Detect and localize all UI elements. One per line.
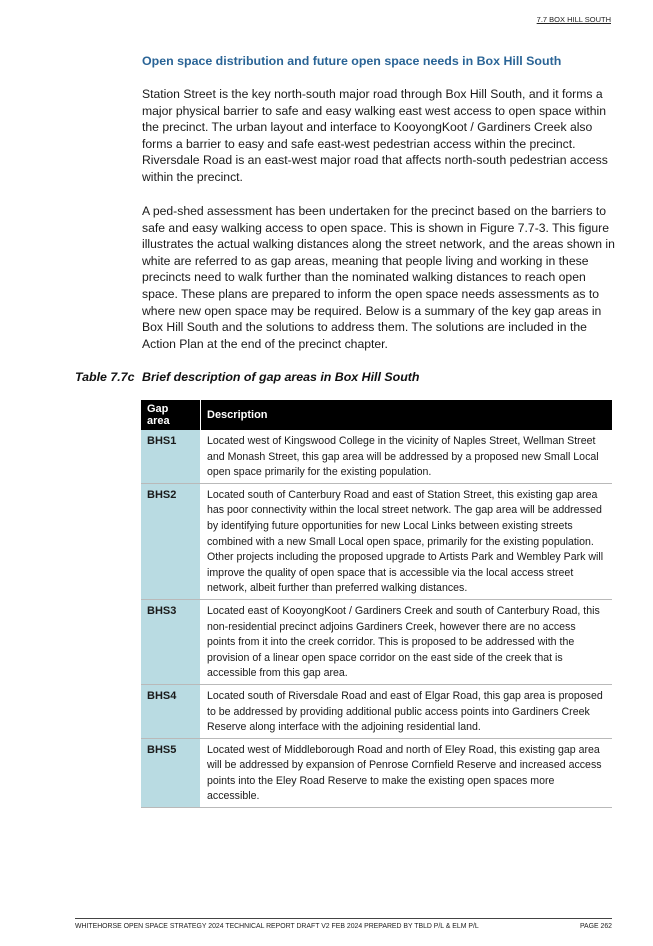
table-caption-number: Table 7.7c (75, 370, 135, 384)
table-caption-title: Brief description of gap areas in Box Hill South (142, 370, 420, 384)
description-cell: Located east of KooyongKoot / Gardiners Creek and south of Canterbury Road, this non-residential precinct adjoins Gardiners Creek, however there are no access points from it into the creek corridor. This is proposed to be addressed with the provision of a linear open space corridor on the east side of the creek that is accessible from this gap area. (201, 599, 613, 684)
running-head: 7.7 BOX HILL SOUTH (536, 15, 611, 24)
description-cell: Located south of Canterbury Road and east of Station Street, this existing gap area has poor connectivity within the local street network. The gap area will be addressed by identifying future opportunities for new Local Links between existing streets combined with a new Small Local open space, primarily for the existing population. Other projects including the proposed upgrade to Artists Park and Wembley Park will improve the quality of open space that is accessible via the local access street network, albeit further than preferred walking distances. (201, 483, 613, 599)
table-row (141, 483, 612, 599)
footer-divider (75, 918, 612, 919)
section-heading: Open space distribution and future open space needs in Box Hill South (142, 54, 562, 68)
body-paragraph-2: A ped-shed assessment has been undertaken for the precinct based on the barriers to safe and easy walking access to open space. This is shown in Figure 7.7-3. This figure illustrates the actual walking distances along the street network, and the areas shown in white are referred to as gap areas, meaning that people living and working in these precincts need to walk further than the nominated walking distances to reach open space. These plans are prepared to inform the open space needs assessments as to where new open space may be required. Below is a summary of the key gap areas in Box Hill South and the solutions to address them. The solutions are included in the Action Plan at the end of the precinct chapter. (142, 204, 615, 351)
gap-areas-table (141, 400, 612, 808)
gap-area-cell: BHS5 (141, 738, 201, 807)
description-cell: Located west of Middleborough Road and north of Eley Road, this existing gap area will be addressed by expansion of Penrose Cornfield Reserve and increased access points into the Eley Road Reserve to make the existing open spaces more accessible. (201, 738, 613, 807)
table-row (141, 684, 612, 738)
footer-text: WHITEHORSE OPEN SPACE STRATEGY 2024 TECHNICAL REPORT DRAFT V2 FEB 2024 PREPARED BY TBLD P/L & ELM P/L (75, 923, 479, 930)
table-header-row (141, 400, 612, 430)
gap-area-cell: BHS3 (141, 599, 201, 684)
gap-area-cell: BHS4 (141, 684, 201, 738)
table-row (141, 599, 612, 684)
gap-area-cell: BHS1 (141, 430, 201, 483)
body-paragraph-1: Station Street is the key north-south major road through Box Hill South, and it forms a major physical barrier to safe and easy walking east west access to open space within the precinct. The urban layout and interface to KooyongKoot / Gardiners Creek also forms a barrier to easy and safe east-west pedestrian access within the precinct. Riversdale Road is an east-west major road that affects north-south pedestrian access within the precinct. (142, 87, 608, 184)
gap-area-cell: BHS2 (141, 483, 201, 599)
page-number: PAGE 262 (579, 923, 612, 930)
description-cell: Located west of Kingswood College in the vicinity of Naples Street, Wellman Street and Monash Street, this gap area will be addressed by a proposed new Small Local open space primarily for the existing population. (201, 430, 613, 483)
header-description: Description (201, 400, 613, 430)
header-gap-area: Gap area (141, 400, 201, 430)
table-caption (75, 370, 419, 384)
table-row (141, 738, 612, 807)
description-cell: Located south of Riversdale Road and east of Elgar Road, this gap area is proposed to be addressed by providing additional public access points into Gardiners Creek Reserve along interface with the adjoining residential land. (201, 684, 613, 738)
table-row (141, 430, 612, 483)
